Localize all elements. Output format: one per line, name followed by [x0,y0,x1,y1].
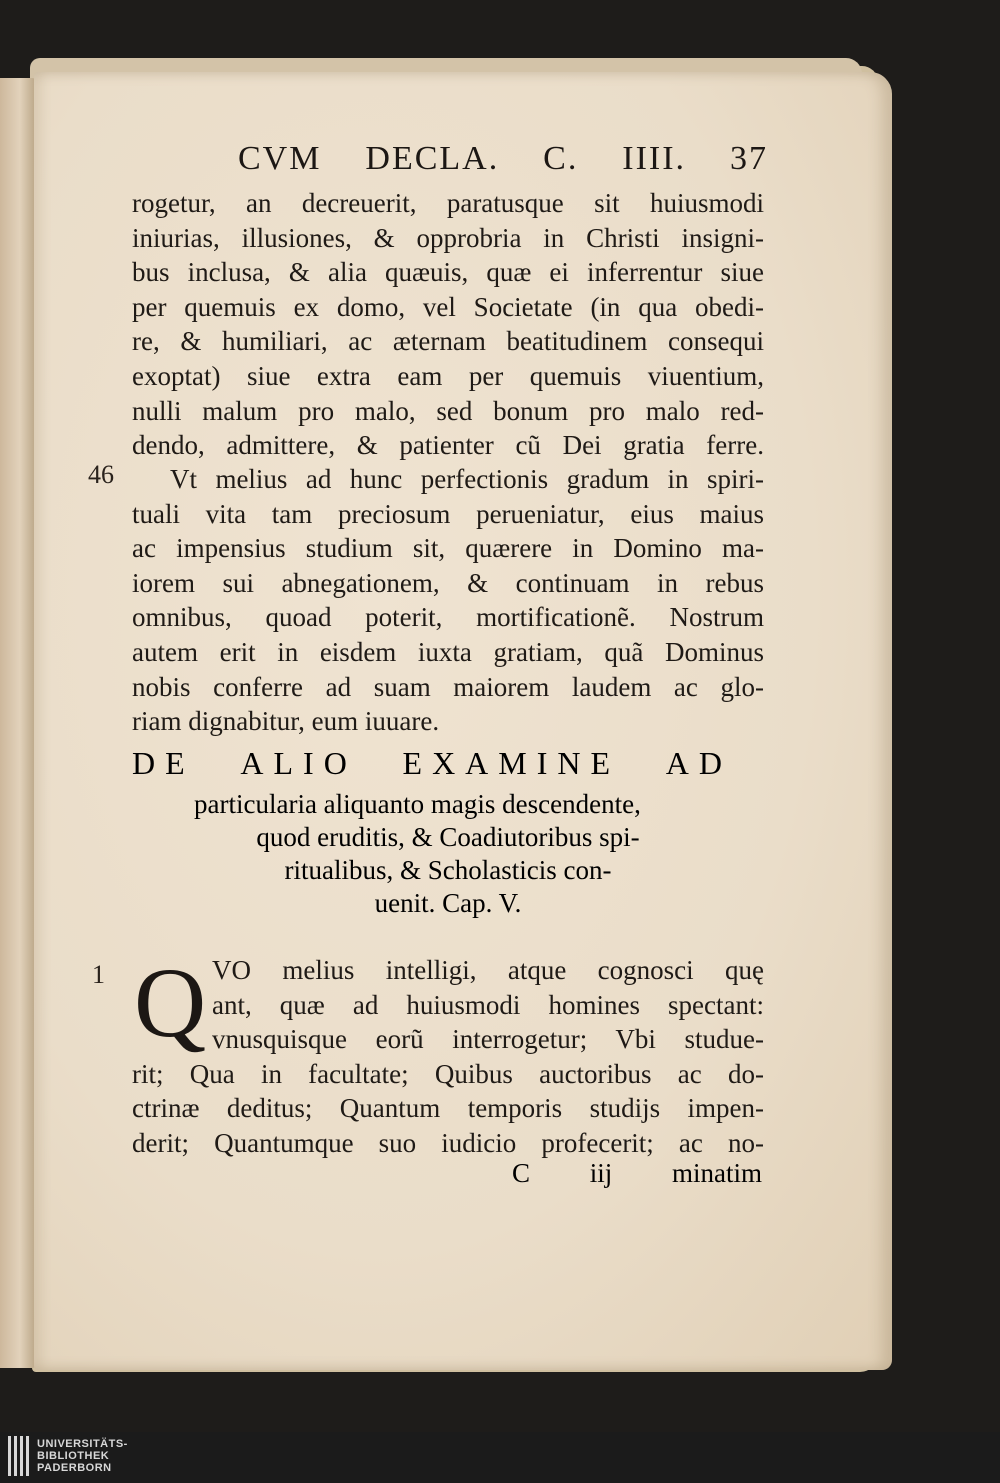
subtitle-line: particularia aliquanto magis descendente, [194,789,641,819]
text-line: dendo, admittere, & patienter cũ Dei gratia ferre. [132,430,764,461]
text-line: per quemuis ex domo, vel Societate (in qua obedi- [132,291,764,322]
subtitle-line: ritualibus, & Scholasticis con- [284,855,612,885]
chapter-heading [132,745,732,782]
heading-word: EXAMINE [402,745,621,781]
text-line: vnusquisque eorũ interrogetur; Vbi studue- [212,1024,764,1055]
text-line: re, & humiliari, ac æternam beatitudinem consequi [132,326,764,357]
margin-paragraph-number: 46 [88,460,114,489]
text-line: riam dignabitur, eum iuuare. [132,706,440,737]
heading-word: DE [132,745,195,781]
footer-bar [0,1432,1000,1483]
logo-line: PADERBORN [37,1462,112,1474]
paragraph-3 [132,947,764,1161]
catchword: minatim [672,1158,762,1188]
text-line: rogetur, an decreuerit, paratusque sit huiusmodi [132,188,764,218]
logo-text [37,1438,128,1474]
running-head-word: IIII. [622,140,687,177]
paragraph-2 [132,462,764,739]
paragraph-1 [132,186,764,463]
text-line: bus inclusa, & alia quæuis, quæ ei inferrentur siue [132,257,764,288]
running-head-word: DECLA. [365,140,500,177]
text-line: autem erit in eisdem iuxta gratiam, quã Dominus [132,636,764,667]
subtitle-line: uenit. Cap. V. [374,888,522,918]
text-line: nobis conferre ad suam maiorem laudem ac glo- [132,671,764,702]
text-line: tuali vita tam preciosum perueniatur, eius maius [132,498,764,529]
running-head [238,140,768,178]
text-line: ac impensius studium sit, quærere in Domino ma- [132,533,764,564]
text-line: derit; Quantumque suo iudicio profecerit; ac no- [132,1127,764,1158]
logo-line: BIBLIOTHEK [37,1450,110,1462]
text-line: iorem sui abnegationem, & continuam in rebus [132,567,764,598]
heading-word: ALIO [240,745,357,781]
subtitle-line: quod eruditis, & Coadiutoribus spi- [256,822,640,852]
heading-word: AD [665,745,732,781]
logo-icon [8,1436,29,1476]
text-line: ant, quæ ad huiusmodi homines spectant: [212,989,764,1020]
running-head-word: C. [543,140,579,177]
text-line: ctrinæ deditus; Quantum temporis studijs impen- [132,1093,764,1124]
text-line: iniurias, illusiones, & opprobria in Christi insigni- [132,222,764,253]
text-line: rit; Qua in facultate; Quibus auctoribus ac do- [132,1058,764,1089]
previous-page-edge [0,78,36,1368]
page-number: 37 [729,140,768,177]
text-line: VO melius intelligi, atque cognosci quę [212,955,764,985]
signature-mark: C [512,1158,531,1188]
chapter-subtitle [188,788,708,920]
running-head-word: CVM [238,140,322,177]
margin-paragraph-number: 1 [92,960,105,989]
drop-cap: Q [134,947,207,1058]
text-line: exoptat) siue extra eam per quemuis viuentium, [132,360,764,391]
text-line: omnibus, quoad poterit, mortificationẽ. Nostrum [132,602,764,633]
library-logo [8,1436,128,1476]
signature-catchword-line [512,1158,762,1189]
text-line: nulli malum pro malo, sed bonum pro malo red- [132,395,764,426]
signature-mark: iij [589,1158,613,1188]
logo-line: UNIVERSITÄTS- [37,1438,128,1450]
text-line: Vt melius ad hunc perfectionis gradum in spiri- [170,464,764,494]
